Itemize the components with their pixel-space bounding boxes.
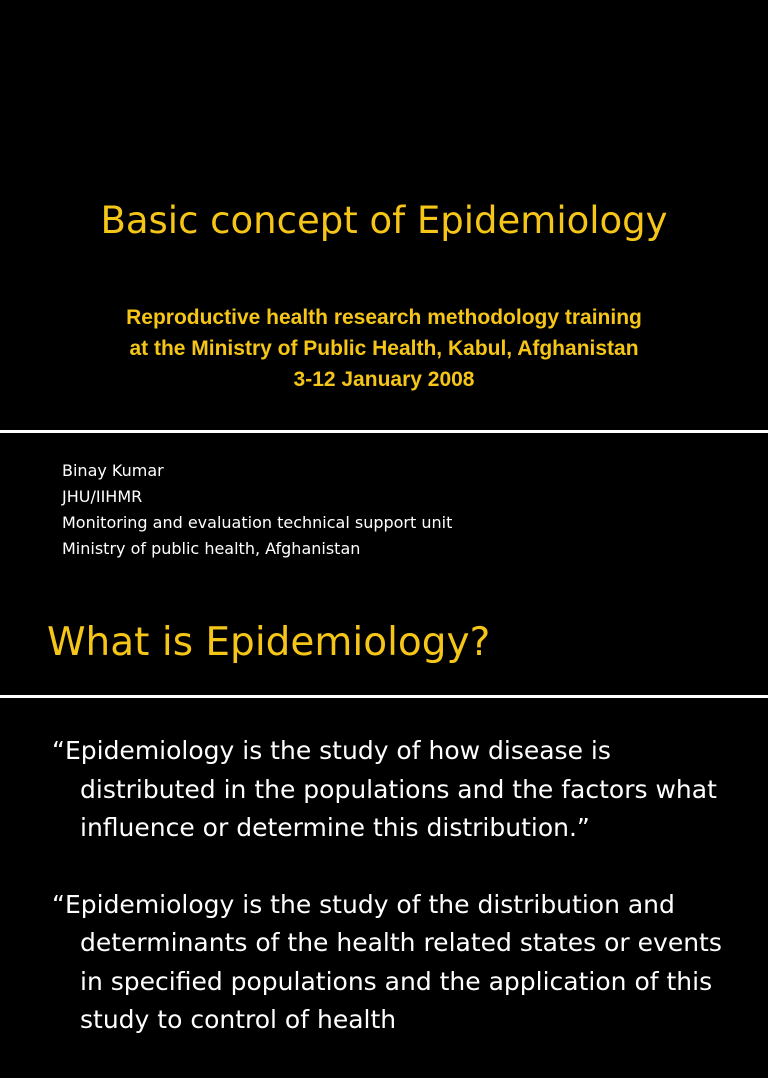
slide-subtitle [0, 302, 768, 395]
definition-list [52, 732, 742, 1078]
author-name: Binay Kumar [62, 461, 164, 480]
author-ministry: Ministry of public health, Afghanistan [62, 539, 361, 558]
author-affiliation: JHU/IIHMR [62, 487, 143, 506]
section-divider [0, 695, 768, 698]
subtitle-line: Reproductive health research methodology training [126, 306, 642, 329]
slide-divider [0, 430, 768, 433]
section-heading: What is Epidemiology? [47, 620, 491, 665]
definition-item: “Epidemiology is the study of how disease is distributed in the populations and the factors what influence or determine this distribution.” [52, 736, 717, 842]
slide-title: Basic concept of Epidemiology [100, 199, 668, 242]
subtitle-line: at the Ministry of Public Health, Kabul, Afghanistan [129, 337, 639, 360]
definition-item: “Epidemiology is the study of the distribution and determinants of the health related states or events in specified populations and the application of this study to control of health [52, 889, 722, 1034]
subtitle-line: 3-12 January 2008 [293, 368, 475, 391]
author-unit: Monitoring and evaluation technical support unit [62, 513, 453, 532]
author-info [62, 458, 452, 562]
